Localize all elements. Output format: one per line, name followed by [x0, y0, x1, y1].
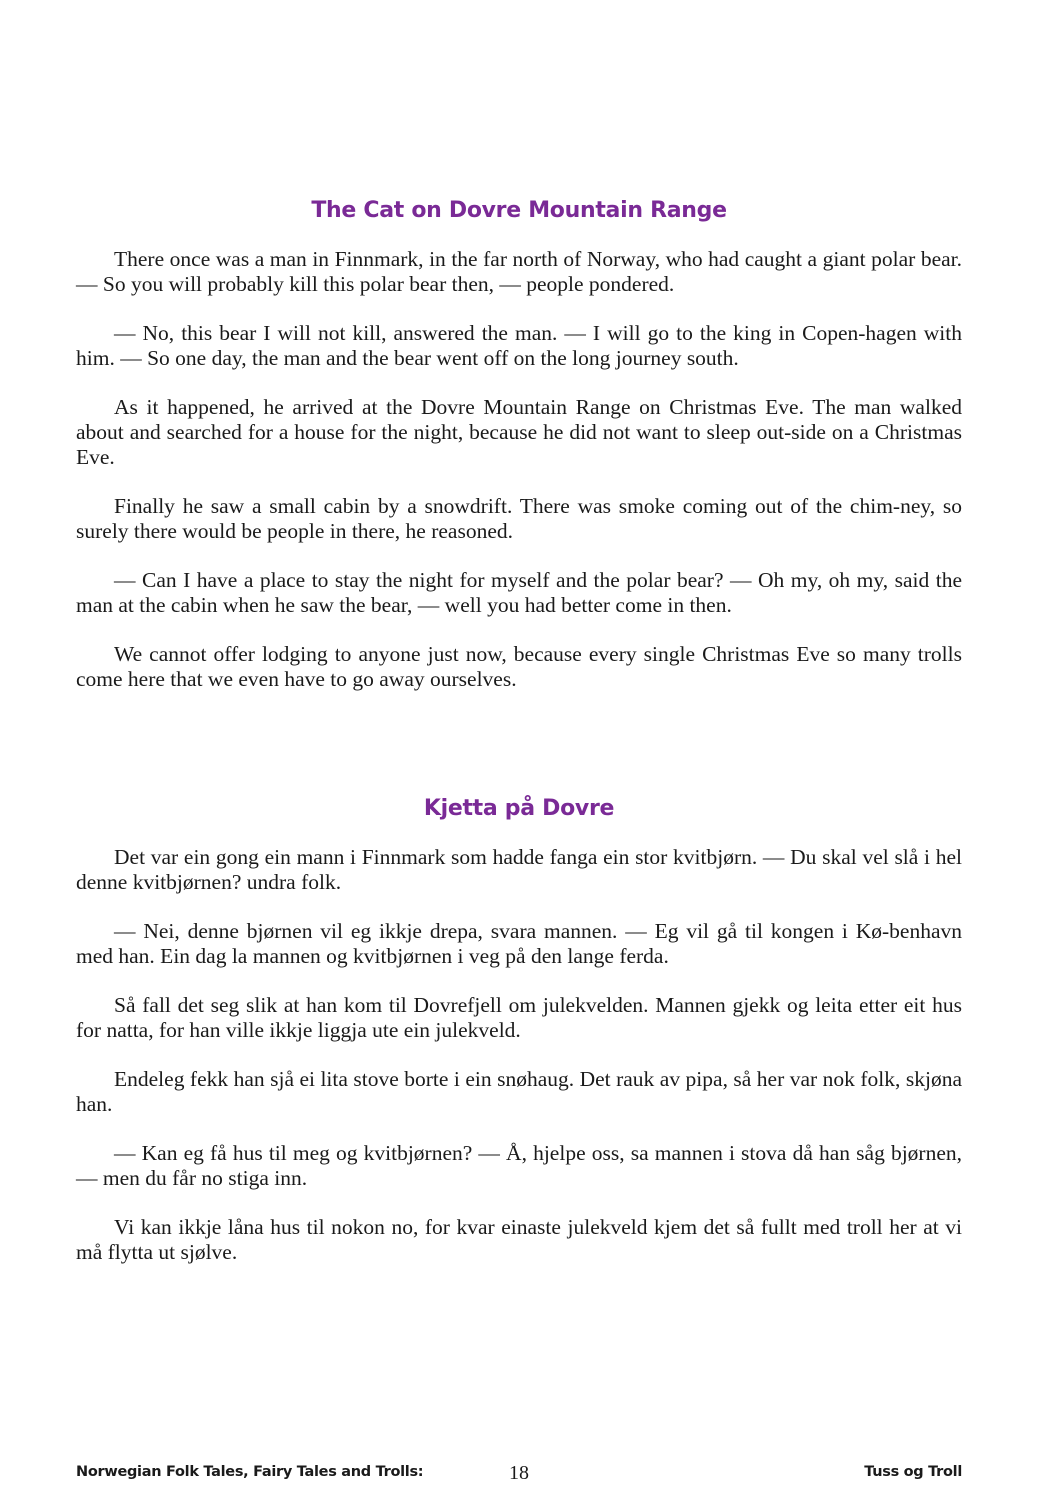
paragraph: Finally he saw a small cabin by a snowdrift. There was smoke coming out of the chim-ney, so surely there would be people in there, he reasoned. [76, 494, 962, 543]
paragraph: — Nei, denne bjørnen vil eg ikkje drepa, svara mannen. — Eg vil gå til kongen i Kø-benhavn med han. Ein dag la mannen og kvitbjørnen i veg på den lange ferda. [76, 919, 962, 968]
section-title: The Cat on Dovre Mountain Range [311, 198, 727, 223]
paragraph: Det var ein gong ein mann i Finnmark som hadde fanga ein stor kvitbjørn. — Du skal vel slå i hel denne kvitbjørnen? undra folk. [76, 845, 962, 894]
paragraph-list [76, 247, 962, 692]
paragraph: — Kan eg få hus til meg og kvitbjørnen? — Å, hjelpe oss, sa mannen i stova då han såg bjørnen, — men du får no stiga inn. [76, 1141, 962, 1190]
section-english [76, 196, 962, 716]
paragraph: There once was a man in Finnmark, in the far north of Norway, who had caught a giant polar bear. — So you will probably kill this polar bear then, — people pondered. [76, 247, 962, 296]
footer-book-title: Norwegian Folk Tales, Fairy Tales and Trolls: [76, 1464, 424, 1480]
paragraph: Vi kan ikkje låna hus til nokon no, for kvar einaste julekveld kjem det så fullt med troll her at vi må flytta ut sjølve. [76, 1215, 962, 1264]
footer-chapter-title: Tuss og Troll [864, 1464, 962, 1480]
page-number: 18 [509, 1462, 529, 1484]
section-title: Kjetta på Dovre [423, 796, 615, 821]
paragraph: — No, this bear I will not kill, answered the man. — I will go to the king in Copen-hagen with him. — So one day, the man and the bear went off on the long journey south. [76, 321, 962, 370]
paragraph: — Can I have a place to stay the night for myself and the polar bear? — Oh my, oh my, said the man at the cabin when he saw the bear, — well you had better come in then. [76, 568, 962, 617]
page-footer [76, 1462, 962, 1488]
paragraph: Så fall det seg slik at han kom til Dovrefjell om julekvelden. Mannen gjekk og leita etter eit hus for natta, for han ville ikkje liggja ute ein julekveld. [76, 993, 962, 1042]
section-norwegian [76, 794, 962, 1289]
paragraph: We cannot offer lodging to anyone just now, because every single Christmas Eve so many trolls come here that we even have to go away ourselves. [76, 642, 962, 691]
paragraph: Endeleg fekk han sjå ei lita stove borte i ein snøhaug. Det rauk av pipa, så her var nok folk, skjøna han. [76, 1067, 962, 1116]
paragraph-list [76, 845, 962, 1265]
paragraph: As it happened, he arrived at the Dovre Mountain Range on Christmas Eve. The man walked about and searched for a house for the night, because he did not want to sleep out-side on a Christmas Eve. [76, 395, 962, 469]
